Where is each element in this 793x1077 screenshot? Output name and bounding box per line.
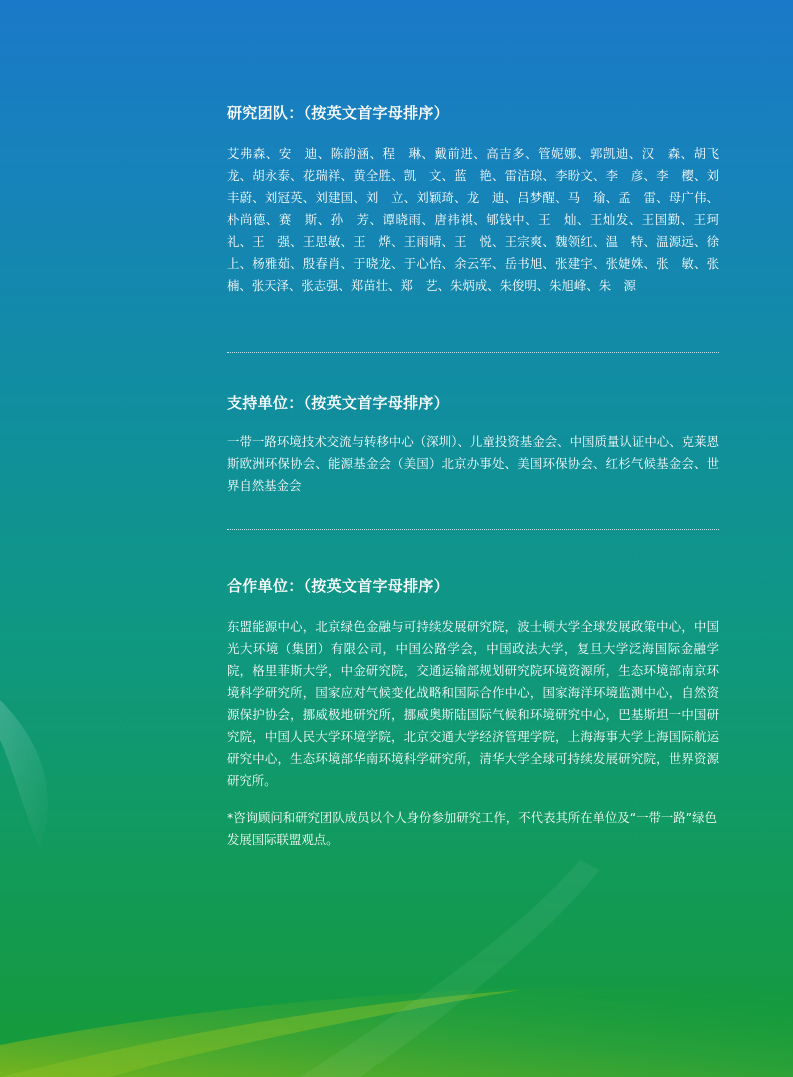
- partner-units-title: 合作单位：（按英文首字母排序）: [227, 577, 450, 595]
- supporting-units-list: 一带一路环境技术交流与转移中心（深圳）、儿童投资基金会、中国质量认证中心、克莱恩斯欧洲环保协会、能源基金会（美国）北京办事处、美国环保协会、红杉气候基金会、世界自然基金会: [227, 434, 719, 493]
- partner-units-list: 东盟能源中心，北京绿色金融与可持续发展研究院，波士顿大学全球发展政策中心，中国光大环境（集团）有限公司，中国公路学会，中国政法大学，复旦大学泛海国际金融学院，格里菲斯大学，中金研究院，交通运输部规划研究院环境资源所，生态环境部南京环境科学研究所，国家应对气候变化战略和国际合作中心，国家海洋环境监测中心，自然资源保护协会，挪威极地研究所，挪威奥斯陆国际气候和环境研究中心，巴基斯坦一中国研究院，中国人民大学环境学院，北京交通大学经济管理学院，上海海事大学上海国际航运研究中心，生态环境部华南环境科学研究所，清华大学全球可持续发展研究院，世界资源研究所。: [227, 619, 719, 788]
- section-divider: [227, 529, 719, 530]
- research-team-members: 艾弗森、安 迪、陈韵涵、程 琳、戴前进、高吉多、管妮娜、郭凯迪、汉 森、胡飞龙、胡永泰、花瑞祥、黄全胜、凯 文、蓝 艳、雷洁琼、李盼文、李 彦、李 樱、刘丰蔚、刘冠英、刘建国、刘 立、刘颖琦、龙 迪、吕梦醒、马 瑜、孟 雷、母广伟、朴尚德、赛 斯、孙 芳、谭晓雨、唐祎祺、郇钱中、王 灿、王灿发、王国勤、王珂礼、王 强、王思敏、王 烨、王雨晴、王 悦、王宗爽、魏领红、温 特、温源远、徐 上、杨雅茹、殷春肖、于晓龙、于心怡、余云军、岳书旭、张建宇、张婕姝、张 敏、张 楠、张天泽、张志强、郑苗壮、郑 艺、朱炳成、朱俊明、朱旭峰、朱 源: [227, 146, 732, 293]
- section-divider: [227, 352, 719, 353]
- supporting-units-title: 支持单位：（按英文首字母排序）: [227, 394, 450, 412]
- research-team-title: 研究团队：（按英文首字母排序）: [227, 104, 450, 122]
- footnote: *咨询顾问和研究团队成员以个人身份参加研究工作，不代表其所在单位及“一带一路”绿色发展国际联盟观点。: [227, 810, 717, 847]
